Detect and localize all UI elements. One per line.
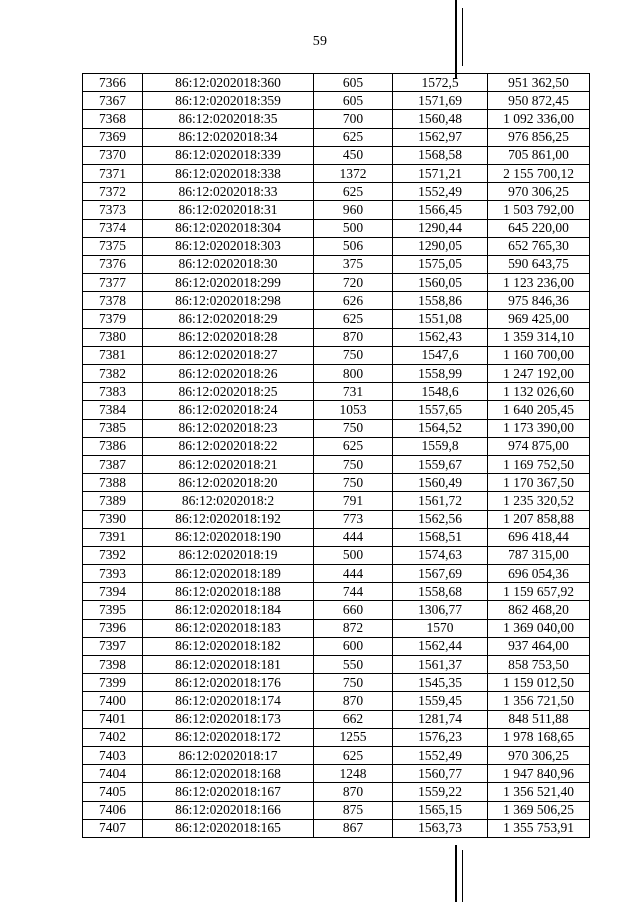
table-row bbox=[83, 383, 590, 401]
row-index-cell: 7366 bbox=[83, 74, 143, 92]
rate-cell: 1571,69 bbox=[393, 92, 488, 110]
table-row bbox=[83, 455, 590, 473]
rate-cell: 1559,8 bbox=[393, 437, 488, 455]
cadastral-number-cell: 86:12:0202018:35 bbox=[143, 110, 314, 128]
area-cell: 744 bbox=[314, 583, 393, 601]
scan-artifact-line bbox=[455, 0, 457, 78]
cadastral-number-cell: 86:12:0202018:21 bbox=[143, 455, 314, 473]
area-cell: 1255 bbox=[314, 728, 393, 746]
cadastral-number-cell: 86:12:0202018:25 bbox=[143, 383, 314, 401]
rate-cell: 1551,08 bbox=[393, 310, 488, 328]
rate-cell: 1548,6 bbox=[393, 383, 488, 401]
row-index-cell: 7379 bbox=[83, 310, 143, 328]
cadastral-number-cell: 86:12:0202018:31 bbox=[143, 201, 314, 219]
area-cell: 870 bbox=[314, 692, 393, 710]
cadastral-number-cell: 86:12:0202018:172 bbox=[143, 728, 314, 746]
area-cell: 750 bbox=[314, 346, 393, 364]
row-index-cell: 7402 bbox=[83, 728, 143, 746]
cadastral-number-cell: 86:12:0202018:20 bbox=[143, 474, 314, 492]
area-cell: 444 bbox=[314, 565, 393, 583]
table-row bbox=[83, 365, 590, 383]
value-cell: 1 169 752,50 bbox=[488, 455, 590, 473]
cadastral-number-cell: 86:12:0202018:34 bbox=[143, 128, 314, 146]
row-index-cell: 7389 bbox=[83, 492, 143, 510]
cadastral-number-cell: 86:12:0202018:24 bbox=[143, 401, 314, 419]
table-row bbox=[83, 74, 590, 92]
rate-cell: 1552,49 bbox=[393, 183, 488, 201]
value-cell: 1 369 506,25 bbox=[488, 801, 590, 819]
cadastral-number-cell: 86:12:0202018:304 bbox=[143, 219, 314, 237]
value-cell: 951 362,50 bbox=[488, 74, 590, 92]
value-cell: 590 643,75 bbox=[488, 255, 590, 273]
table-row bbox=[83, 510, 590, 528]
row-index-cell: 7377 bbox=[83, 274, 143, 292]
cadastral-number-cell: 86:12:0202018:173 bbox=[143, 710, 314, 728]
value-cell: 696 054,36 bbox=[488, 565, 590, 583]
cadastral-value-table bbox=[82, 73, 590, 838]
table-row bbox=[83, 292, 590, 310]
rate-cell: 1566,45 bbox=[393, 201, 488, 219]
cadastral-number-cell: 86:12:0202018:188 bbox=[143, 583, 314, 601]
value-cell: 1 235 320,52 bbox=[488, 492, 590, 510]
value-cell: 696 418,44 bbox=[488, 528, 590, 546]
cadastral-number-cell: 86:12:0202018:23 bbox=[143, 419, 314, 437]
table-row bbox=[83, 746, 590, 764]
rate-cell: 1570 bbox=[393, 619, 488, 637]
value-cell: 862 468,20 bbox=[488, 601, 590, 619]
area-cell: 1053 bbox=[314, 401, 393, 419]
row-index-cell: 7403 bbox=[83, 746, 143, 764]
rate-cell: 1559,67 bbox=[393, 455, 488, 473]
rate-cell: 1562,97 bbox=[393, 128, 488, 146]
rate-cell: 1558,86 bbox=[393, 292, 488, 310]
table-row bbox=[83, 692, 590, 710]
rate-cell: 1561,37 bbox=[393, 656, 488, 674]
rate-cell: 1558,99 bbox=[393, 365, 488, 383]
table-row bbox=[83, 237, 590, 255]
value-cell: 1 640 205,45 bbox=[488, 401, 590, 419]
cadastral-number-cell: 86:12:0202018:166 bbox=[143, 801, 314, 819]
value-cell: 848 511,88 bbox=[488, 710, 590, 728]
area-cell: 750 bbox=[314, 674, 393, 692]
cadastral-number-cell: 86:12:0202018:182 bbox=[143, 637, 314, 655]
table-row bbox=[83, 492, 590, 510]
row-index-cell: 7392 bbox=[83, 546, 143, 564]
table-row bbox=[83, 110, 590, 128]
value-cell: 1 207 858,88 bbox=[488, 510, 590, 528]
value-cell: 787 315,00 bbox=[488, 546, 590, 564]
cadastral-number-cell: 86:12:0202018:17 bbox=[143, 746, 314, 764]
area-cell: 750 bbox=[314, 474, 393, 492]
cadastral-number-cell: 86:12:0202018:19 bbox=[143, 546, 314, 564]
scan-artifact-line bbox=[455, 845, 457, 902]
value-cell: 1 355 753,91 bbox=[488, 819, 590, 837]
value-cell: 652 765,30 bbox=[488, 237, 590, 255]
row-index-cell: 7393 bbox=[83, 565, 143, 583]
area-cell: 550 bbox=[314, 656, 393, 674]
value-cell: 1 503 792,00 bbox=[488, 201, 590, 219]
rate-cell: 1545,35 bbox=[393, 674, 488, 692]
row-index-cell: 7386 bbox=[83, 437, 143, 455]
row-index-cell: 7405 bbox=[83, 783, 143, 801]
cadastral-number-cell: 86:12:0202018:183 bbox=[143, 619, 314, 637]
area-cell: 800 bbox=[314, 365, 393, 383]
row-index-cell: 7404 bbox=[83, 765, 143, 783]
area-cell: 960 bbox=[314, 201, 393, 219]
rate-cell: 1290,05 bbox=[393, 237, 488, 255]
cadastral-number-cell: 86:12:0202018:2 bbox=[143, 492, 314, 510]
area-cell: 750 bbox=[314, 419, 393, 437]
area-cell: 625 bbox=[314, 746, 393, 764]
rate-cell: 1564,52 bbox=[393, 419, 488, 437]
row-index-cell: 7406 bbox=[83, 801, 143, 819]
table-row bbox=[83, 801, 590, 819]
row-index-cell: 7370 bbox=[83, 146, 143, 164]
cadastral-number-cell: 86:12:0202018:165 bbox=[143, 819, 314, 837]
table-row bbox=[83, 274, 590, 292]
cadastral-number-cell: 86:12:0202018:359 bbox=[143, 92, 314, 110]
table-row bbox=[83, 128, 590, 146]
cadastral-number-cell: 86:12:0202018:29 bbox=[143, 310, 314, 328]
table-row bbox=[83, 728, 590, 746]
rate-cell: 1562,44 bbox=[393, 637, 488, 655]
area-cell: 625 bbox=[314, 437, 393, 455]
cadastral-number-cell: 86:12:0202018:189 bbox=[143, 565, 314, 583]
rate-cell: 1560,05 bbox=[393, 274, 488, 292]
rate-cell: 1547,6 bbox=[393, 346, 488, 364]
rate-cell: 1557,65 bbox=[393, 401, 488, 419]
area-cell: 506 bbox=[314, 237, 393, 255]
cadastral-number-cell: 86:12:0202018:181 bbox=[143, 656, 314, 674]
cadastral-number-cell: 86:12:0202018:30 bbox=[143, 255, 314, 273]
rate-cell: 1561,72 bbox=[393, 492, 488, 510]
rate-cell: 1560,49 bbox=[393, 474, 488, 492]
rate-cell: 1574,63 bbox=[393, 546, 488, 564]
rate-cell: 1572,5 bbox=[393, 74, 488, 92]
cadastral-number-cell: 86:12:0202018:303 bbox=[143, 237, 314, 255]
area-cell: 870 bbox=[314, 783, 393, 801]
row-index-cell: 7372 bbox=[83, 183, 143, 201]
table-row bbox=[83, 92, 590, 110]
value-cell: 937 464,00 bbox=[488, 637, 590, 655]
value-cell: 1 132 026,60 bbox=[488, 383, 590, 401]
cadastral-number-cell: 86:12:0202018:28 bbox=[143, 328, 314, 346]
value-cell: 1 160 700,00 bbox=[488, 346, 590, 364]
row-index-cell: 7401 bbox=[83, 710, 143, 728]
value-cell: 969 425,00 bbox=[488, 310, 590, 328]
rate-cell: 1306,77 bbox=[393, 601, 488, 619]
area-cell: 870 bbox=[314, 328, 393, 346]
row-index-cell: 7395 bbox=[83, 601, 143, 619]
table-row bbox=[83, 819, 590, 837]
table-row bbox=[83, 255, 590, 273]
rate-cell: 1565,15 bbox=[393, 801, 488, 819]
cadastral-number-cell: 86:12:0202018:360 bbox=[143, 74, 314, 92]
value-cell: 1 159 012,50 bbox=[488, 674, 590, 692]
value-cell: 976 856,25 bbox=[488, 128, 590, 146]
row-index-cell: 7390 bbox=[83, 510, 143, 528]
rate-cell: 1558,68 bbox=[393, 583, 488, 601]
table-row bbox=[83, 583, 590, 601]
area-cell: 625 bbox=[314, 183, 393, 201]
cadastral-number-cell: 86:12:0202018:190 bbox=[143, 528, 314, 546]
table-row bbox=[83, 674, 590, 692]
area-cell: 500 bbox=[314, 219, 393, 237]
table-row bbox=[83, 310, 590, 328]
rate-cell: 1575,05 bbox=[393, 255, 488, 273]
table-row bbox=[83, 601, 590, 619]
row-index-cell: 7398 bbox=[83, 656, 143, 674]
cadastral-number-cell: 86:12:0202018:167 bbox=[143, 783, 314, 801]
value-cell: 858 753,50 bbox=[488, 656, 590, 674]
cadastral-number-cell: 86:12:0202018:339 bbox=[143, 146, 314, 164]
row-index-cell: 7382 bbox=[83, 365, 143, 383]
area-cell: 773 bbox=[314, 510, 393, 528]
value-cell: 1 947 840,96 bbox=[488, 765, 590, 783]
scan-artifact-line bbox=[462, 8, 463, 66]
rate-cell: 1559,45 bbox=[393, 692, 488, 710]
table-row bbox=[83, 765, 590, 783]
table-row bbox=[83, 565, 590, 583]
area-cell: 375 bbox=[314, 255, 393, 273]
row-index-cell: 7397 bbox=[83, 637, 143, 655]
rate-cell: 1560,48 bbox=[393, 110, 488, 128]
value-cell: 1 123 236,00 bbox=[488, 274, 590, 292]
table-row bbox=[83, 437, 590, 455]
table-body bbox=[83, 74, 590, 838]
page-number: 59 bbox=[312, 34, 328, 49]
rate-cell: 1576,23 bbox=[393, 728, 488, 746]
table-row bbox=[83, 219, 590, 237]
area-cell: 875 bbox=[314, 801, 393, 819]
cadastral-number-cell: 86:12:0202018:299 bbox=[143, 274, 314, 292]
table-row bbox=[83, 474, 590, 492]
row-index-cell: 7384 bbox=[83, 401, 143, 419]
row-index-cell: 7388 bbox=[83, 474, 143, 492]
area-cell: 1248 bbox=[314, 765, 393, 783]
row-index-cell: 7369 bbox=[83, 128, 143, 146]
cadastral-number-cell: 86:12:0202018:168 bbox=[143, 765, 314, 783]
row-index-cell: 7396 bbox=[83, 619, 143, 637]
value-cell: 970 306,25 bbox=[488, 183, 590, 201]
cadastral-number-cell: 86:12:0202018:298 bbox=[143, 292, 314, 310]
area-cell: 720 bbox=[314, 274, 393, 292]
area-cell: 625 bbox=[314, 310, 393, 328]
value-cell: 1 359 314,10 bbox=[488, 328, 590, 346]
row-index-cell: 7391 bbox=[83, 528, 143, 546]
value-cell: 2 155 700,12 bbox=[488, 164, 590, 182]
area-cell: 626 bbox=[314, 292, 393, 310]
rate-cell: 1552,49 bbox=[393, 746, 488, 764]
rate-cell: 1290,44 bbox=[393, 219, 488, 237]
area-cell: 450 bbox=[314, 146, 393, 164]
value-cell: 975 846,36 bbox=[488, 292, 590, 310]
table-row bbox=[83, 783, 590, 801]
row-index-cell: 7367 bbox=[83, 92, 143, 110]
value-cell: 1 159 657,92 bbox=[488, 583, 590, 601]
area-cell: 791 bbox=[314, 492, 393, 510]
area-cell: 625 bbox=[314, 128, 393, 146]
rate-cell: 1559,22 bbox=[393, 783, 488, 801]
row-index-cell: 7399 bbox=[83, 674, 143, 692]
table-row bbox=[83, 710, 590, 728]
row-index-cell: 7383 bbox=[83, 383, 143, 401]
area-cell: 872 bbox=[314, 619, 393, 637]
cadastral-number-cell: 86:12:0202018:338 bbox=[143, 164, 314, 182]
rate-cell: 1563,73 bbox=[393, 819, 488, 837]
value-cell: 974 875,00 bbox=[488, 437, 590, 455]
table-row bbox=[83, 637, 590, 655]
cadastral-number-cell: 86:12:0202018:27 bbox=[143, 346, 314, 364]
table-row bbox=[83, 183, 590, 201]
table-row bbox=[83, 419, 590, 437]
value-cell: 1 092 336,00 bbox=[488, 110, 590, 128]
rate-cell: 1562,56 bbox=[393, 510, 488, 528]
row-index-cell: 7376 bbox=[83, 255, 143, 273]
value-cell: 1 356 721,50 bbox=[488, 692, 590, 710]
rate-cell: 1281,74 bbox=[393, 710, 488, 728]
value-cell: 1 356 521,40 bbox=[488, 783, 590, 801]
row-index-cell: 7381 bbox=[83, 346, 143, 364]
area-cell: 1372 bbox=[314, 164, 393, 182]
cadastral-number-cell: 86:12:0202018:184 bbox=[143, 601, 314, 619]
value-cell: 645 220,00 bbox=[488, 219, 590, 237]
row-index-cell: 7374 bbox=[83, 219, 143, 237]
row-index-cell: 7378 bbox=[83, 292, 143, 310]
row-index-cell: 7387 bbox=[83, 455, 143, 473]
cadastral-number-cell: 86:12:0202018:176 bbox=[143, 674, 314, 692]
cadastral-number-cell: 86:12:0202018:33 bbox=[143, 183, 314, 201]
area-cell: 605 bbox=[314, 92, 393, 110]
cadastral-number-cell: 86:12:0202018:22 bbox=[143, 437, 314, 455]
rate-cell: 1562,43 bbox=[393, 328, 488, 346]
rate-cell: 1560,77 bbox=[393, 765, 488, 783]
value-cell: 1 170 367,50 bbox=[488, 474, 590, 492]
value-cell: 1 173 390,00 bbox=[488, 419, 590, 437]
table-row bbox=[83, 346, 590, 364]
cadastral-number-cell: 86:12:0202018:26 bbox=[143, 365, 314, 383]
table-row bbox=[83, 401, 590, 419]
area-cell: 660 bbox=[314, 601, 393, 619]
row-index-cell: 7375 bbox=[83, 237, 143, 255]
value-cell: 705 861,00 bbox=[488, 146, 590, 164]
row-index-cell: 7400 bbox=[83, 692, 143, 710]
table-row bbox=[83, 164, 590, 182]
area-cell: 444 bbox=[314, 528, 393, 546]
row-index-cell: 7407 bbox=[83, 819, 143, 837]
row-index-cell: 7394 bbox=[83, 583, 143, 601]
table-row bbox=[83, 546, 590, 564]
cadastral-number-cell: 86:12:0202018:174 bbox=[143, 692, 314, 710]
value-cell: 970 306,25 bbox=[488, 746, 590, 764]
rate-cell: 1571,21 bbox=[393, 164, 488, 182]
table-row bbox=[83, 146, 590, 164]
area-cell: 500 bbox=[314, 546, 393, 564]
scan-artifact-line bbox=[462, 850, 463, 902]
area-cell: 605 bbox=[314, 74, 393, 92]
row-index-cell: 7371 bbox=[83, 164, 143, 182]
cadastral-number-cell: 86:12:0202018:192 bbox=[143, 510, 314, 528]
value-cell: 1 369 040,00 bbox=[488, 619, 590, 637]
value-cell: 1 978 168,65 bbox=[488, 728, 590, 746]
row-index-cell: 7373 bbox=[83, 201, 143, 219]
area-cell: 867 bbox=[314, 819, 393, 837]
value-cell: 950 872,45 bbox=[488, 92, 590, 110]
row-index-cell: 7368 bbox=[83, 110, 143, 128]
row-index-cell: 7385 bbox=[83, 419, 143, 437]
area-cell: 731 bbox=[314, 383, 393, 401]
area-cell: 700 bbox=[314, 110, 393, 128]
table-row bbox=[83, 656, 590, 674]
value-cell: 1 247 192,00 bbox=[488, 365, 590, 383]
rate-cell: 1567,69 bbox=[393, 565, 488, 583]
rate-cell: 1568,58 bbox=[393, 146, 488, 164]
table-row bbox=[83, 201, 590, 219]
area-cell: 662 bbox=[314, 710, 393, 728]
table-row bbox=[83, 528, 590, 546]
table-row bbox=[83, 619, 590, 637]
rate-cell: 1568,51 bbox=[393, 528, 488, 546]
table-row bbox=[83, 328, 590, 346]
area-cell: 750 bbox=[314, 455, 393, 473]
row-index-cell: 7380 bbox=[83, 328, 143, 346]
area-cell: 600 bbox=[314, 637, 393, 655]
